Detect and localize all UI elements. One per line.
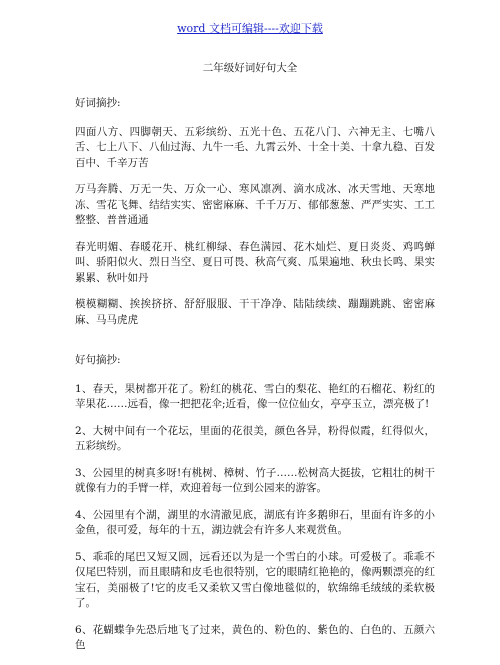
words-section-heading: 好词摘抄: — [75, 97, 121, 109]
sentence-paragraph: 1、春天，果树都开花了。粉红的桃花、雪白的梨花、艳红的石榴花、粉红的苹果花……远看，像一把把花伞;近看，像一位位仙女，亭亭玉立，漂亮极了! — [75, 382, 435, 410]
document-title: 二年级好词好句大全 — [202, 62, 298, 74]
sentence-paragraph: 3、公园里的树真多呀!有桃树、樟树、竹子……松树高大挺拔，它粗壮的树干就像有力的手臂一样，欢迎着每一位到公园来的游客。 — [75, 466, 435, 494]
sentences-section-heading: 好句摘抄: — [75, 354, 121, 366]
words-paragraph: 春光明媚、春暖花开、桃红柳绿、春色满园、花木灿烂、夏日炎炎、鸡鸣蝉叫、骄阳似火、烈日当空、夏日可畏、秋高气爽、瓜果遍地、秋虫长鸣、果实累累、秋叶如丹 — [75, 240, 435, 284]
words-paragraph: 万马奔腾、万无一失、万众一心、寒风凛冽、滴水成冰、冰天雪地、天寒地冻、雪花飞舞、结结实实、密密麻麻、千千万万、郁郁葱葱、严严实实、工工整整、普普通通 — [75, 183, 435, 226]
words-paragraph: 四面八方、四脚朝天、五彩缤纷、五光十色、五花八门、六神无主、七嘴八舌、七上八下、八仙过海、九牛一毛、九霄云外、十全十美、十拿九稳、百发百中、千辛万苦 — [75, 125, 435, 169]
section-spacer — [75, 339, 435, 353]
sentence-paragraph: 5、乖乖的尾巴又短又圆，远看还以为是一个雪白的小球。可爱极了。乖乖不仅尾巴特别，而且眼睛和皮毛也很特别，它的眼睛红艳艳的，像两颗漂亮的红宝石，美丽极了!它的皮毛又柔软又雪白像地毯似的，软绵绵毛绒绒的柔软极了。 — [75, 550, 435, 609]
header-download-link[interactable]: word 文档可编辑----欢迎下载 — [177, 22, 323, 35]
document-body — [75, 96, 435, 665]
sentence-paragraph: 4、公园里有个湖，湖里的水清澈见底，湖底有许多鹅卵石，里面有许多的小金鱼，很可爱，每年的十五，湖边就会有许多人来观赏鱼。 — [75, 508, 435, 536]
sentence-paragraph: 2、大树中间有一个花坛，里面的花很美，颜色各异，粉得似霞，红得似火，五彩缤纷。 — [75, 424, 435, 452]
words-paragraph: 模模糊糊、挨挨挤挤、舒舒服服、干干净净、陆陆续续、蹦蹦跳跳、密密麻麻、马马虎虎 — [75, 298, 435, 326]
sentence-paragraph: 6、花蝴蝶争先恐后地飞了过来，黄色的、粉色的、紫色的、白色的、五颜六色 — [75, 623, 435, 651]
